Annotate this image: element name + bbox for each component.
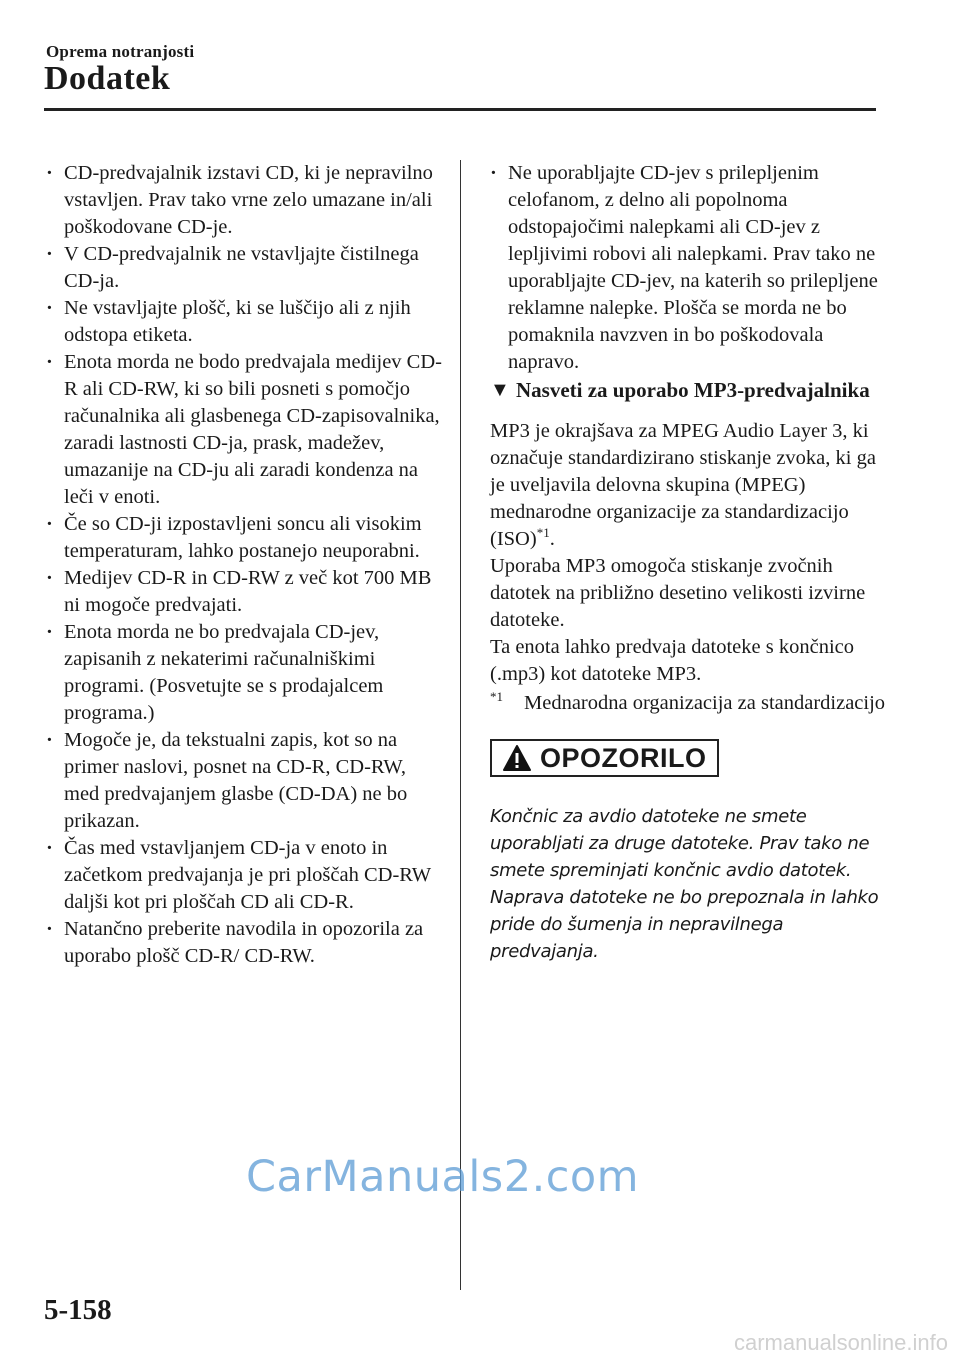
header-rule: [44, 108, 876, 111]
list-item: · Čas med vstavljanjem CD-ja v enoto in začetkom predvajanja je pri ploščah CD-RW daljši kot pri ploščah CD ali CD-R.: [46, 837, 431, 913]
footnote-mark: *1: [490, 689, 503, 705]
warning-label: OPOZORILO: [540, 742, 707, 773]
mp3-definition-paragraph: MP3 je okrajšava za MPEG Audio Layer 3, ki označuje standardizirano stiskanje zvoka, ki ga je uveljavila delovna skupina (MPEG) mednarodne organizacije za standardizacijo (ISO)$^{*1}$.: [490, 420, 876, 550]
left-bullet-list: [46, 160, 446, 970]
list-item: · Če so CD-ji izpostavljeni soncu ali visokim temperaturam, lahko postanejo neuporabni.: [46, 513, 422, 562]
mp3-subheading: ▼ Nasveti za uporabo MP3-predvajalnika: [490, 378, 870, 402]
list-item: · Mogoče je, da tekstualni zapis, kot so na primer naslovi, posnet na CD-R, CD-RW, med predvajanjem glasbe (CD-DA) ne bo prikazan.: [46, 729, 408, 832]
list-item: · Medijev CD-R in CD-RW z več kot 700 MB ni mogoče predvajati.: [46, 567, 432, 616]
page-number: 5-158: [44, 1294, 112, 1326]
right-bullet-list: [490, 160, 890, 376]
list-item: · Ne vstavljajte plošč, ki se luščijo ali z njih odstopa etiketa.: [46, 297, 411, 346]
footer-site-mark: carmanualsonline.info: [733, 1330, 948, 1355]
list-item: · Ne uporabljajte CD-jev s prilepljenim celofanom, z delno ali popolnoma odstopajočimi nalepkami ali CD-jev z lepljivimi robovi ali nalepkami. Prav tako ne uporabljajte CD-jev, na katerih so prilepljene reklamne nalepke. Plošča se morda ne bo pomaknila navzven in bo poškodovala napravo.: [490, 162, 878, 373]
triangle-down-icon: ▼: [490, 379, 510, 401]
left-column: [46, 160, 446, 970]
list-item: · CD-predvajalnik izstavi CD, ki je nepravilno vstavljen. Prav tako vrne zelo umazane in/ali poškodovane CD-je.: [46, 162, 433, 238]
mp3-compression-paragraph: Uporaba MP3 omogoča stiskanje zvočnih datotek na približno desetino velikosti izvirne datoteke.: [490, 555, 866, 631]
right-column: [490, 160, 890, 965]
warning-text: Končnic za avdio datoteke ne smete uporabljati za druge datoteke. Prav tako ne smete spreminjati končnic avdio datotek. Naprava datoteke ne bo prepoznala in lahko pride do šumenja in nepravilnega predvajanja.: [490, 806, 879, 962]
list-item: · Enota morda ne bo predvajala CD-jev, zapisanih z nekaterimi računalniškimi programi. (Posvetujte se s prodajalcem programa.): [46, 621, 384, 724]
footnote: $^{*1}$ Mednarodna organizacija za standardizacijo: [490, 690, 890, 717]
list-item: · Natančno preberite navodila in opozorila za uporabo plošč CD-R/ CD-RW.: [46, 918, 424, 967]
warning-icon: [502, 744, 532, 772]
warning-box: [490, 739, 719, 777]
list-item: · Enota morda ne bodo predvajala medijev CD-R ali CD-RW, ki so bili posneti s pomočjo računalnika ali glasbenega CD-zapisovalnika, zaradi lastnosti CD-ja, prask, madežev, umazanije na CD-ju ali zaradi kondenza na leči v enoti.: [46, 351, 442, 508]
list-item: · V CD-predvajalnik ne vstavljajte čistilnega CD-ja.: [46, 243, 419, 292]
column-divider: [460, 160, 461, 1290]
watermark: CarManuals2.com: [246, 1152, 640, 1202]
page-title: Dodatek: [44, 60, 171, 97]
mp3-extension-paragraph: Ta enota lahko predvaja datoteke s končnico (.mp3) kot datoteke MP3.: [490, 636, 855, 685]
section-subtitle: Oprema notranjosti: [46, 42, 195, 61]
